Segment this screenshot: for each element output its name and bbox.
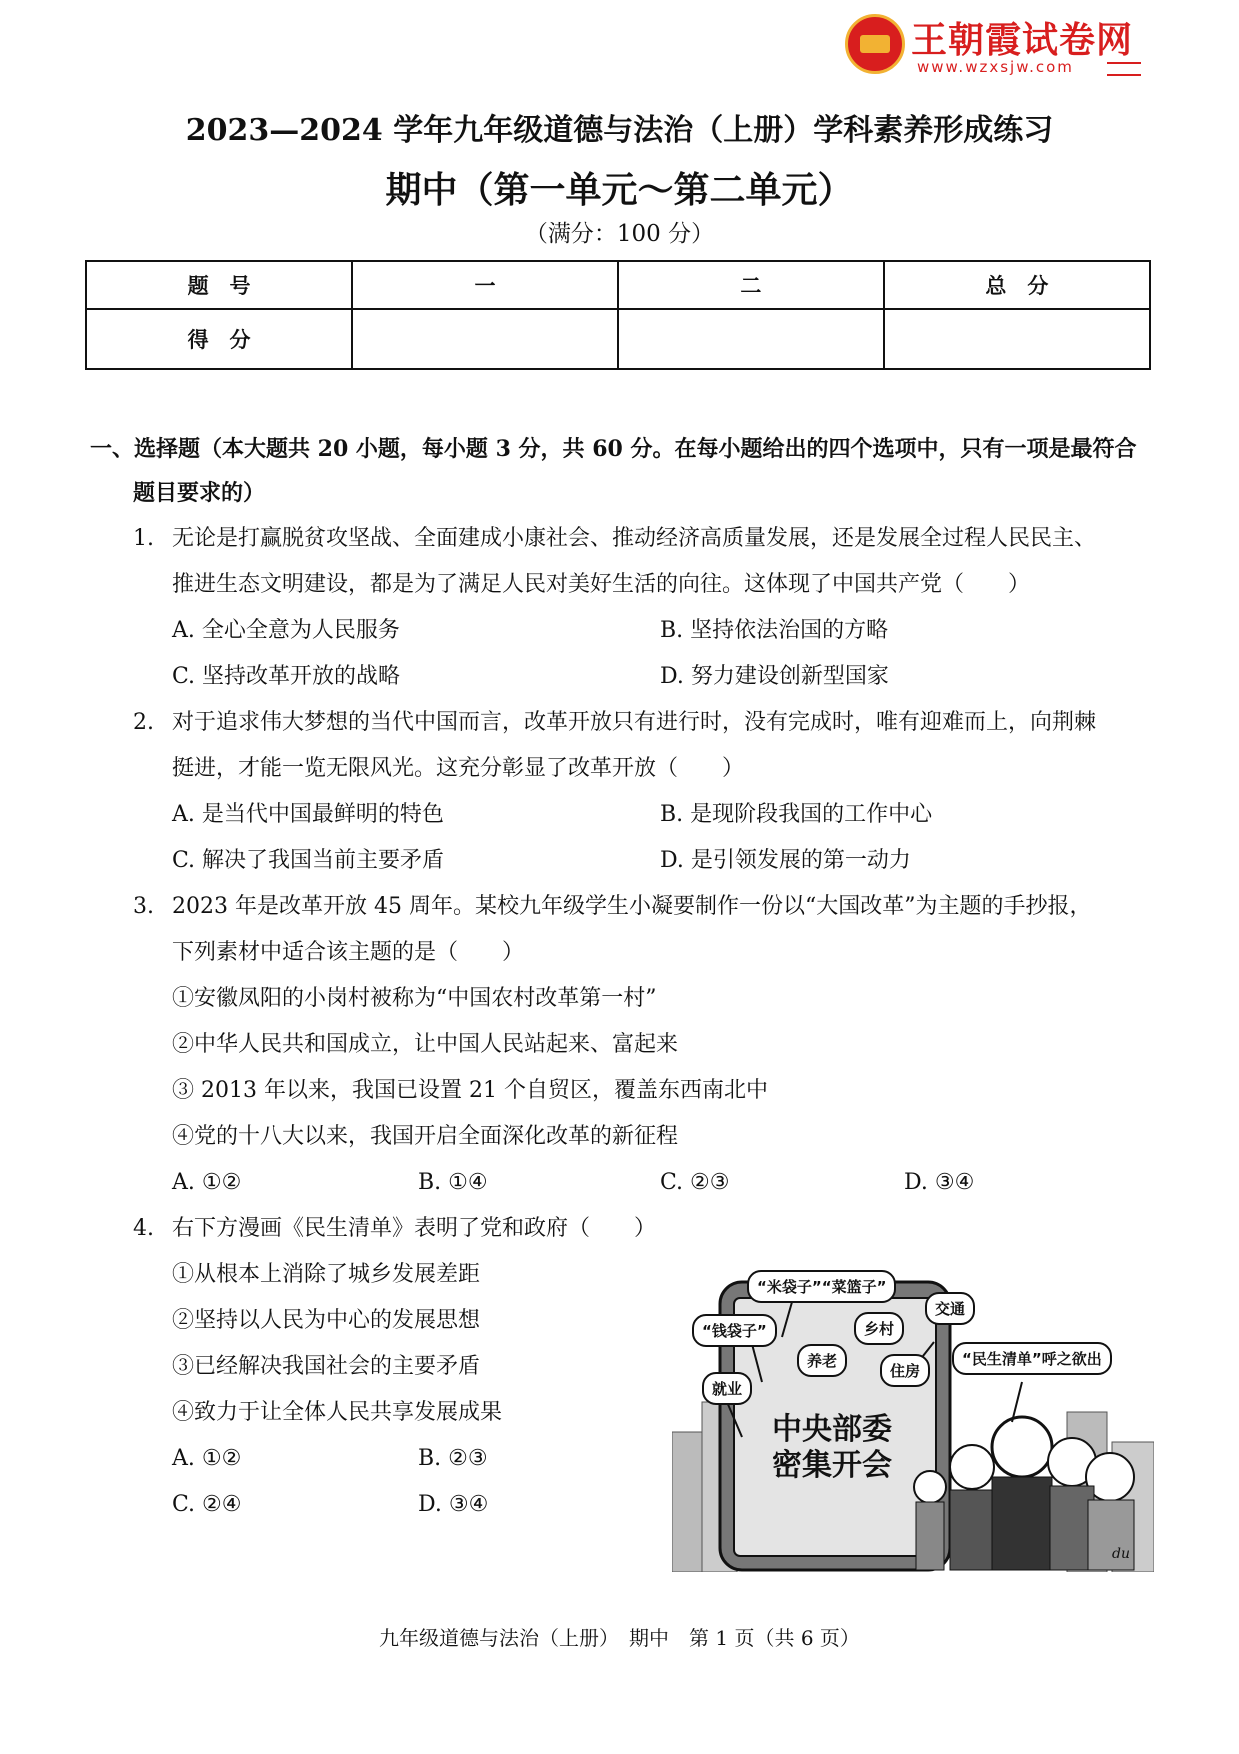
score-table-score-row (86, 309, 1150, 369)
logo-brand: 王朝霞试卷网 (911, 20, 1134, 61)
q3-option-d: D. ③④ (904, 1170, 975, 1195)
logo-url: www.wzxsjw.com (917, 58, 1074, 76)
q3-number: 3. (133, 894, 154, 919)
q4-stem-line1: 右下方漫画《民生清单》表明了党和政府（ ） (172, 1216, 657, 1241)
q4-option-b: B. ②③ (418, 1446, 488, 1471)
logo-lines-icon (1107, 62, 1141, 76)
q2-stem-line2: 挺进，才能一览无限风光。这充分彰显了改革开放（ ） (172, 756, 745, 781)
q2-option-b: B. 是现阶段我国的工作中心 (660, 802, 933, 827)
q3-statement-3: ③ 2013 年以来，我国已设置 21 个自贸区，覆盖东西南北中 (172, 1078, 768, 1103)
screen-line2: 密集开会 (772, 1448, 892, 1483)
bubble-employment: 就业 (702, 1372, 752, 1405)
full-marks: （满分：100 分） (524, 221, 715, 247)
q1-stem-line2: 推进生态文明建设，都是为了满足人民对美好生活的向往。这体现了中国共产党（ ） (172, 572, 1031, 597)
cartoon-image (672, 1262, 1154, 1572)
cartoon-screen-text (772, 1412, 892, 1484)
screen-line1: 中央部委 (772, 1412, 892, 1447)
seal-icon (845, 14, 905, 74)
score-cell-part1 (352, 309, 618, 369)
q3-stem-line2: 下列素材中适合该主题的是（ ） (172, 940, 525, 965)
q1-option-d: D. 努力建设创新型国家 (660, 664, 889, 689)
score-table (85, 260, 1151, 370)
q3-option-a: A. ①② (172, 1170, 242, 1195)
q2-number: 2. (133, 710, 154, 735)
q4-number: 4. (133, 1216, 154, 1241)
score-header-total: 总 分 (884, 261, 1150, 309)
q4-statement-4: ④致力于让全体人民共享发展成果 (172, 1400, 503, 1425)
q3-option-c: C. ②③ (660, 1170, 730, 1195)
exam-title: 2023—2024 学年九年级道德与法治（上册）学科素养形成练习 (185, 113, 1054, 148)
bubble-elderly-care: 养老 (797, 1344, 847, 1377)
q3-option-b: B. ①④ (418, 1170, 488, 1195)
bubble-housing: 住房 (880, 1354, 930, 1387)
cartoon-signature: du (1112, 1546, 1130, 1562)
q4-statement-1: ①从根本上消除了城乡发展差距 (172, 1262, 481, 1287)
bubble-transport: 交通 (925, 1292, 975, 1325)
q3-statement-4: ④党的十八大以来，我国开启全面深化改革的新征程 (172, 1124, 679, 1149)
q1-option-c: C. 坚持改革开放的战略 (172, 664, 401, 689)
q1-stem-line1: 无论是打赢脱贫攻坚战、全面建成小康社会、推动经济高质量发展，还是发展全过程人民民主、 (172, 526, 1097, 551)
bubble-money: “钱袋子” (692, 1314, 777, 1347)
section-heading-line2: 题目要求的） (133, 480, 266, 506)
score-header-part1: 一 (352, 261, 618, 309)
q4-option-d: D. ③④ (418, 1492, 489, 1517)
score-row-label: 得 分 (86, 309, 352, 369)
q3-statement-2: ②中华人民共和国成立，让中国人民站起来、富起来 (172, 1032, 679, 1057)
score-cell-part2 (618, 309, 884, 369)
section-heading-line1: 一、选择题（本大题共 20 小题，每小题 3 分，共 60 分。在每小题给出的四个选项中，只有一项是最符合 (90, 436, 1137, 462)
score-header-question: 题 号 (86, 261, 352, 309)
score-table-header-row (86, 261, 1150, 309)
q2-option-c: C. 解决了我国当前主要矛盾 (172, 848, 445, 873)
q1-option-a: A. 全心全意为人民服务 (172, 618, 400, 643)
exam-subtitle: 期中（第一单元～第二单元） (385, 169, 854, 211)
q2-stem-line1: 对于追求伟大梦想的当代中国而言，改革开放只有进行时，没有完成时，唯有迎难而上，向荆棘 (172, 710, 1097, 735)
q2-option-a: A. 是当代中国最鲜明的特色 (172, 802, 444, 827)
q4-option-c: C. ②④ (172, 1492, 242, 1517)
q1-option-b: B. 坚持依法治国的方略 (660, 618, 889, 643)
score-header-part2: 二 (618, 261, 884, 309)
q4-option-a: A. ①② (172, 1446, 242, 1471)
q3-stem-line1: 2023 年是改革开放 45 周年。某校九年级学生小凝要制作一份以“大国改革”为主题的手抄报， (172, 894, 1092, 919)
q3-statement-1: ①安徽凤阳的小岗村被称为“中国农村改革第一村” (172, 986, 657, 1011)
q1-number: 1. (133, 526, 154, 551)
bubble-livelihood-list: “民生清单”呼之欲出 (952, 1342, 1112, 1375)
page-footer: 九年级道德与法治（上册） 期中 第 1 页（共 6 页） (379, 1626, 860, 1650)
bubble-rural: 乡村 (854, 1312, 904, 1345)
site-logo (845, 12, 1145, 82)
cartoon-drawing (672, 1262, 1154, 1572)
q2-option-d: D. 是引领发展的第一动力 (660, 848, 911, 873)
q4-statement-3: ③已经解决我国社会的主要矛盾 (172, 1354, 481, 1379)
score-cell-total (884, 309, 1150, 369)
q4-statement-2: ②坚持以人民为中心的发展思想 (172, 1308, 481, 1333)
bubble-rice-vegetable: “米袋子”“菜篮子” (747, 1270, 896, 1303)
